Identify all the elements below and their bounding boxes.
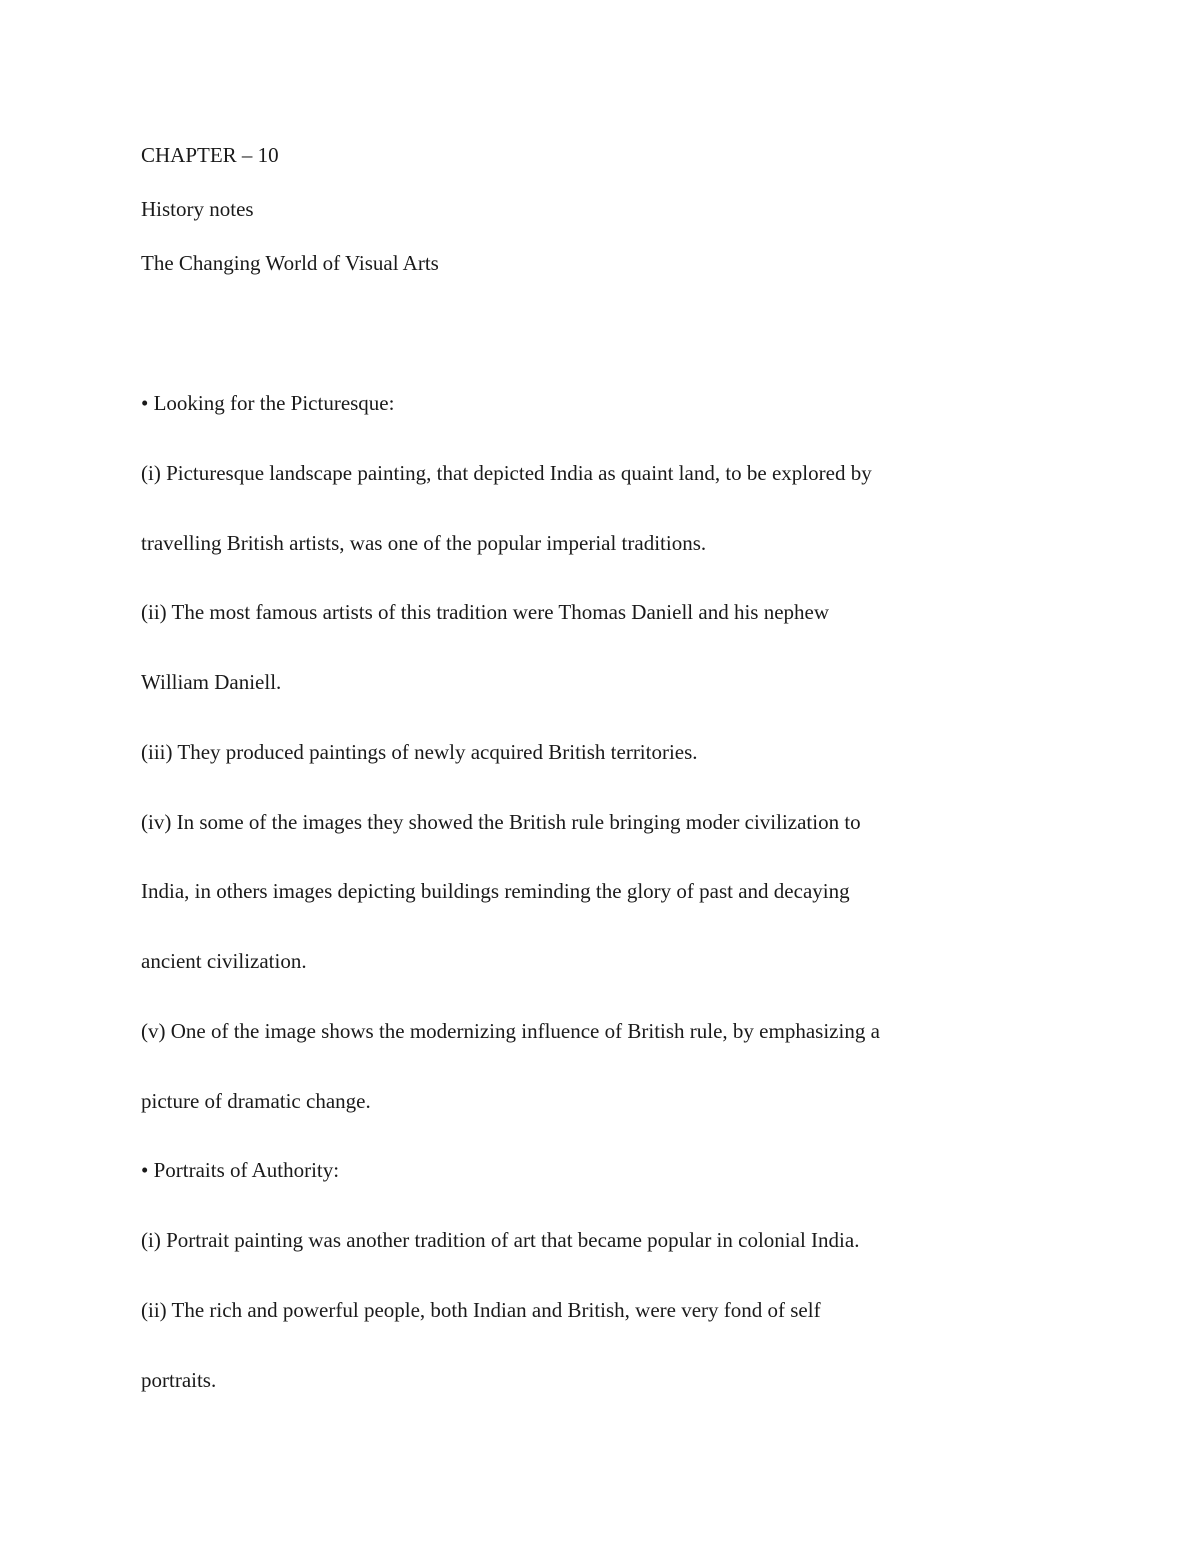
text-line: India, in others images depicting buildings reminding the glory of past and decaying	[141, 879, 850, 903]
text-line: portraits.	[141, 1368, 217, 1392]
subject-label: History notes	[141, 197, 254, 221]
text-line: travelling British artists, was one of the popular imperial traditions.	[141, 531, 707, 555]
text-line: (iv) In some of the images they showed the British rule bringing moder civilization to	[141, 810, 861, 834]
document-title: The Changing World of Visual Arts	[141, 251, 439, 275]
text-line: (ii) The rich and powerful people, both Indian and British, were very fond of self	[141, 1298, 821, 1322]
text-line: (iii) They produced paintings of newly acquired British territories.	[141, 740, 698, 764]
chapter-heading: CHAPTER – 10	[141, 143, 279, 167]
section-heading-picturesque: • Looking for the Picturesque:	[141, 391, 395, 415]
text-line: picture of dramatic change.	[141, 1089, 371, 1113]
section-heading-portraits: • Portraits of Authority:	[141, 1158, 340, 1182]
text-line: (v) One of the image shows the modernizing influence of British rule, by emphasizing a	[141, 1019, 880, 1043]
text-line: ancient civilization.	[141, 949, 307, 973]
text-line: William Daniell.	[141, 670, 282, 694]
text-line: (i) Portrait painting was another tradition of art that became popular in colonial India.	[141, 1228, 860, 1252]
text-line: (i) Picturesque landscape painting, that depicted India as quaint land, to be explored by	[141, 461, 872, 485]
text-line: (ii) The most famous artists of this tradition were Thomas Daniell and his nephew	[141, 600, 830, 624]
